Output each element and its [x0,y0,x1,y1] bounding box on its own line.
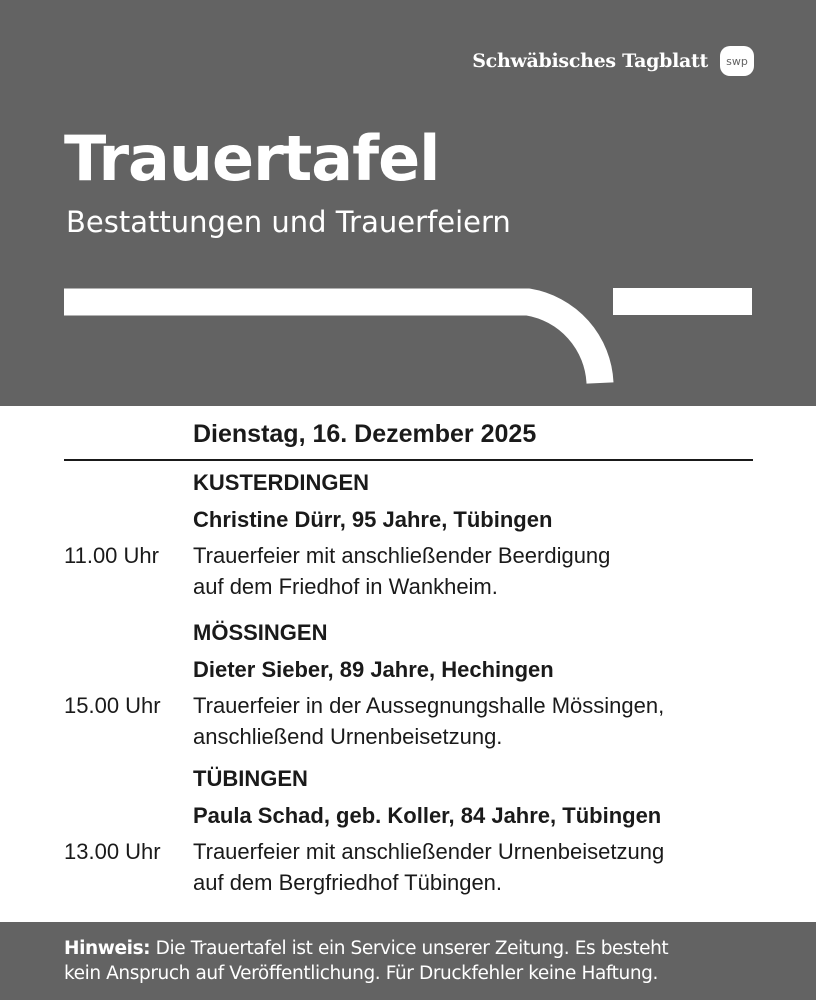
ceremony-time: 15.00 Uhr [64,693,161,718]
description-line: auf dem Friedhof in Wankheim. [193,574,498,599]
disclaimer-line [64,936,764,961]
description-line: Trauerfeier in der Aussegnungshalle Mössingen, [193,693,665,718]
disclaimer-text: Die Trauertafel ist ein Service unserer Zeitung. Es besteht [150,938,669,959]
divider [64,459,753,461]
ceremony-description [193,836,664,898]
ceremony-description [193,690,664,752]
deceased-name: Dieter Sieber, 89 Jahre, Hechingen [193,657,554,682]
curved-line-decoration [64,302,600,383]
line-segment-decoration [613,288,752,315]
header-banner [0,0,816,406]
date-heading: Dienstag, 16. Dezember 2025 [193,420,537,448]
page-title: Trauertafel [64,122,440,195]
description-line: Trauerfeier mit anschließender Urnenbeisetzung [193,839,665,864]
ceremony-description [193,540,610,602]
decorative-road-lines [0,0,816,406]
ceremony-time: 13.00 Uhr [64,839,161,864]
deceased-name: Paula Schad, geb. Koller, 84 Jahre, Tübingen [193,803,662,828]
disclaimer-line: kein Anspruch auf Veröffentlichung. Für Druckfehler keine Haftung. [64,963,659,984]
swp-logo-icon: swp [720,46,754,76]
brand-name: Schwäbisches Tagblatt [472,50,708,72]
disclaimer-note [64,936,764,986]
disclaimer-label: Hinweis: [64,938,151,959]
place-name: TÜBINGEN [193,766,308,791]
description-line: anschließend Urnenbeisetzung. [193,724,503,749]
place-name: MÖSSINGEN [193,620,328,645]
page-subtitle: Bestattungen und Trauerfeiern [66,205,511,239]
deceased-name: Christine Dürr, 95 Jahre, Tübingen [193,507,553,532]
place-name: KUSTERDINGEN [193,470,370,495]
description-line: Trauerfeier mit anschließender Beerdigung [193,543,611,568]
ceremony-time: 11.00 Uhr [64,543,159,568]
description-line: auf dem Bergfriedhof Tübingen. [193,870,503,895]
